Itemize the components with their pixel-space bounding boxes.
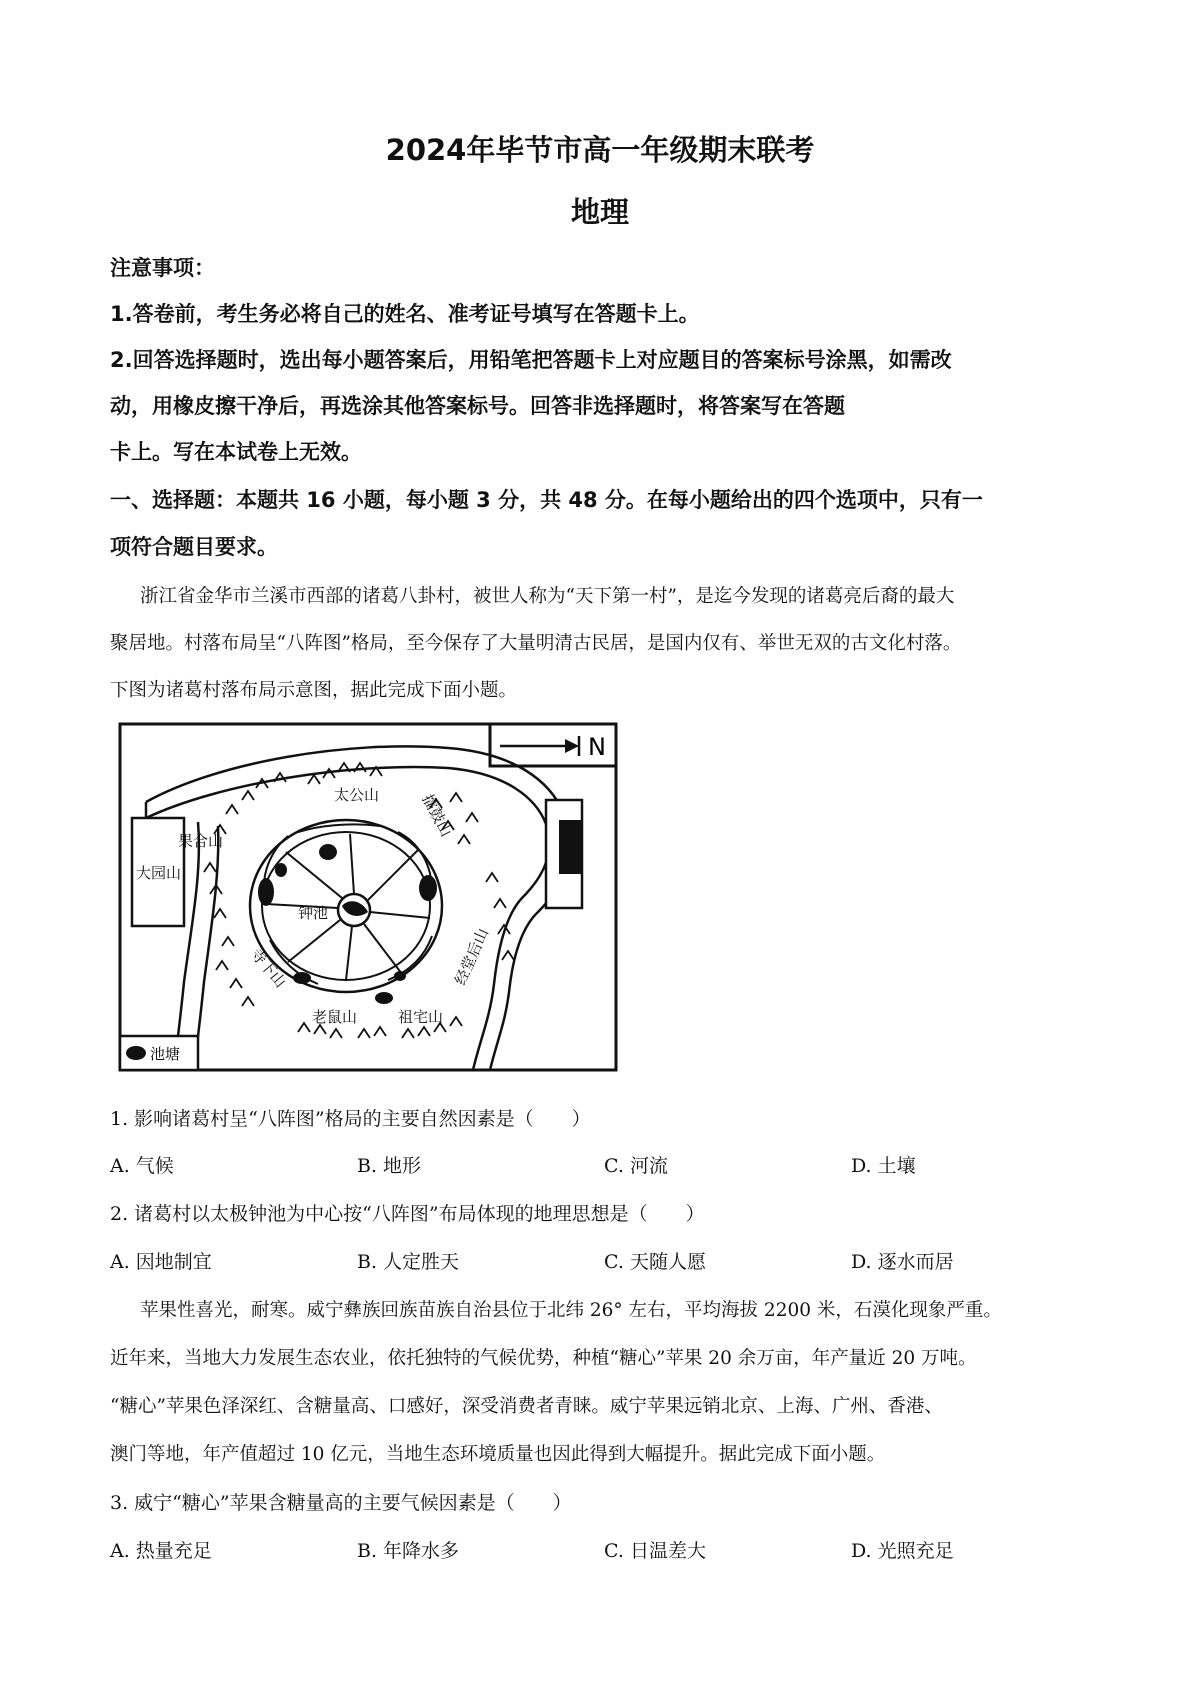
notice-item-2-line-1: 2.回答选择题时，选出每小题答案后，用铅笔把答题卡上对应题目的答案标号涂黑，如需改 (110, 348, 952, 372)
subject-title: 地理 (570, 195, 629, 229)
question-3-option-c: C. 日温差大 (604, 1540, 706, 1562)
label-taigong: 太公山 (334, 786, 380, 804)
exam-title: 2024年毕节市高一年级期末联考 (385, 133, 815, 167)
notice-heading: 注意事项： (110, 256, 215, 280)
zhuge-village-map (118, 722, 618, 1072)
legend-label: 池塘 (150, 1045, 181, 1063)
label-jingtang: 经堂后山 (451, 925, 493, 988)
passage-2-line-4: 澳门等地，年产值超过 10 亿元，当地生态环境质量也因此得到大幅提升。据此完成下面小题。 (110, 1444, 886, 1465)
north-label: N (588, 733, 606, 761)
question-1-option-c: C. 河流 (604, 1155, 668, 1177)
question-2-option-b: B. 人定胜天 (357, 1251, 460, 1273)
question-2-option-a: A. 因地制宜 (110, 1251, 212, 1273)
label-zhongchi: 钟池 (298, 904, 329, 922)
question-3-option-d: D. 光照充足 (851, 1540, 954, 1562)
question-2-option-c: C. 天随人愿 (604, 1251, 706, 1273)
label-zuzhai: 祖宅山 (398, 1008, 444, 1026)
question-3-option-a: A. 热量充足 (110, 1540, 212, 1562)
label-laoshu: 老鼠山 (312, 1008, 358, 1026)
passage-2-line-1: 苹果性喜光，耐寒。威宁彝族回族苗族自治县位于北纬 26° 左右，平均海拔 2200 米，石漠化现象严重。 (140, 1300, 1002, 1321)
passage-2-line-3: “糖心”苹果色泽深红、含糖量高、口感好，深受消费者青睐。威宁苹果远销北京、上海、广州、香港、 (110, 1396, 943, 1417)
question-1-option-b: B. 地形 (357, 1155, 422, 1177)
label-dayuan: 大园山 (136, 864, 182, 882)
question-1-option-d: D. 土壤 (851, 1155, 916, 1177)
passage-1-line-1: 浙江省金华市兰溪市西部的诸葛八卦村，被世人称为“天下第一村”，是迄今发现的诸葛亮后裔的最大 (140, 586, 955, 607)
question-2-option-d: D. 逐水而居 (851, 1251, 954, 1273)
passage-1-line-2: 聚居地。村落布局呈“八阵图”格局，至今保存了大量明清古民居，是国内仅有、举世无双的古文化村落。 (110, 633, 962, 654)
east-building (559, 820, 581, 874)
passage-2-line-2: 近年来，当地大力发展生态农业，依托独特的气候优势，种植“糖心”苹果 20 余万亩，年产量近 20 万吨。 (110, 1348, 977, 1369)
label-leigu: 擂鼓山 (418, 791, 456, 840)
pond-legend-icon (126, 1046, 146, 1060)
question-3-option-b: B. 年降水多 (357, 1540, 460, 1562)
question-3-stem: 3. 威宁“糖心”苹果含糖量高的主要气候因素是（ ） (110, 1492, 572, 1514)
notice-item-2-line-3: 卡上。写在本试卷上无效。 (110, 440, 362, 464)
question-1-option-a: A. 气候 (110, 1155, 174, 1177)
notice-item-1: 1.答卷前，考生务必将自己的姓名、准考证号填写在答题卡上。 (110, 302, 700, 326)
question-2-stem: 2. 诸葛村以太极钟池为中心按“八阵图”布局体现的地理思想是（ ） (110, 1203, 705, 1225)
passage-1-line-3: 下图为诸葛村落布局示意图，据此完成下面小题。 (110, 680, 518, 701)
notice-item-2-line-2: 动，用橡皮擦干净后，再选涂其他答案标号。回答非选择题时，将答案写在答题 (110, 394, 845, 418)
question-1-stem: 1. 影响诸葛村呈“八阵图”格局的主要自然因素是（ ） (110, 1108, 591, 1130)
section-1-line-2: 项符合题目要求。 (110, 535, 278, 559)
label-guohe: 果合山 (178, 832, 224, 850)
label-sixia: 寺下山 (246, 945, 290, 992)
section-1-line-1: 一、选择题：本题共 16 小题，每小题 3 分，共 48 分。在每小题给出的四个选项中，只有一 (110, 488, 983, 512)
